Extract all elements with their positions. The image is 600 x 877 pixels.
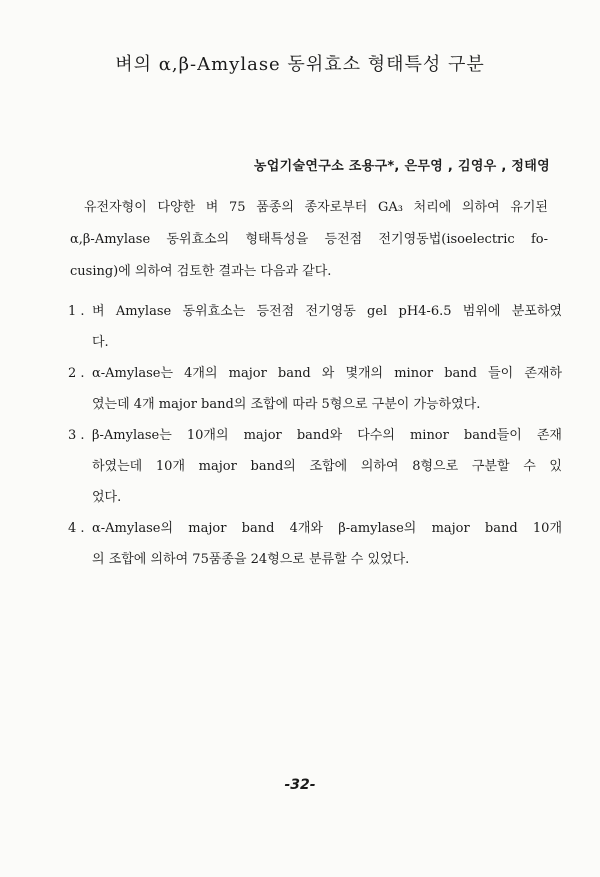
finding-line: 다. [92,335,109,350]
intro-line: α,β-Amylase 동위효소의 형태특성을 등전점 전기영동법(isoelectric fo- [70,232,548,247]
finding-line: β-Amylase는 10개의 major band와 다수의 minor band들이 존재 [92,428,562,443]
findings-list [68,296,562,575]
finding-line: 하였는데 10개 major band의 조합에 의하여 8형으로 구분할 수 있 [92,459,562,474]
finding-line: α-Amylase는 4개의 major band 와 몇개의 minor band 들이 존재하 [92,366,562,381]
finding-line: α-Amylase의 major band 4개와 β-amylase의 major band 10개 [92,521,562,536]
finding-line: 의 조합에 의하여 75품종을 24형으로 분류할 수 있었다. [92,552,410,567]
finding-number: 1 . [68,304,85,319]
finding-text [92,420,562,513]
finding-line: 였는데 4개 major band의 조합에 따라 5형으로 구분이 가능하였다. [92,397,481,412]
page-number: -32- [284,777,316,793]
finding-text [92,358,562,420]
author-affiliation: 농업기술연구소 조용구*, 은무영 , 김영우 , 정태영 [253,159,550,174]
finding-item [68,358,562,420]
finding-line: 벼 Amylase 동위효소는 등전점 전기영동 gel pH4-6.5 범위에 분포하였 [92,304,562,319]
intro-line: 유전자형이 다양한 벼 75 품종의 종자로부터 GA₃ 처리에 의하여 유기된 [84,200,548,215]
finding-item [68,420,562,513]
intro-line: cusing)에 의하여 검토한 결과는 다음과 같다. [70,264,332,279]
finding-item [68,513,562,575]
finding-number: 3 . [68,428,85,443]
finding-number: 2 . [68,366,85,381]
finding-line: 었다. [92,490,122,505]
finding-number: 4 . [68,521,85,536]
finding-text [92,296,562,358]
intro-paragraph [70,192,548,288]
finding-text [92,513,562,575]
finding-item [68,296,562,358]
page-title: 벼의 α,β-Amylase 동위효소 형태특성 구분 [115,54,485,75]
